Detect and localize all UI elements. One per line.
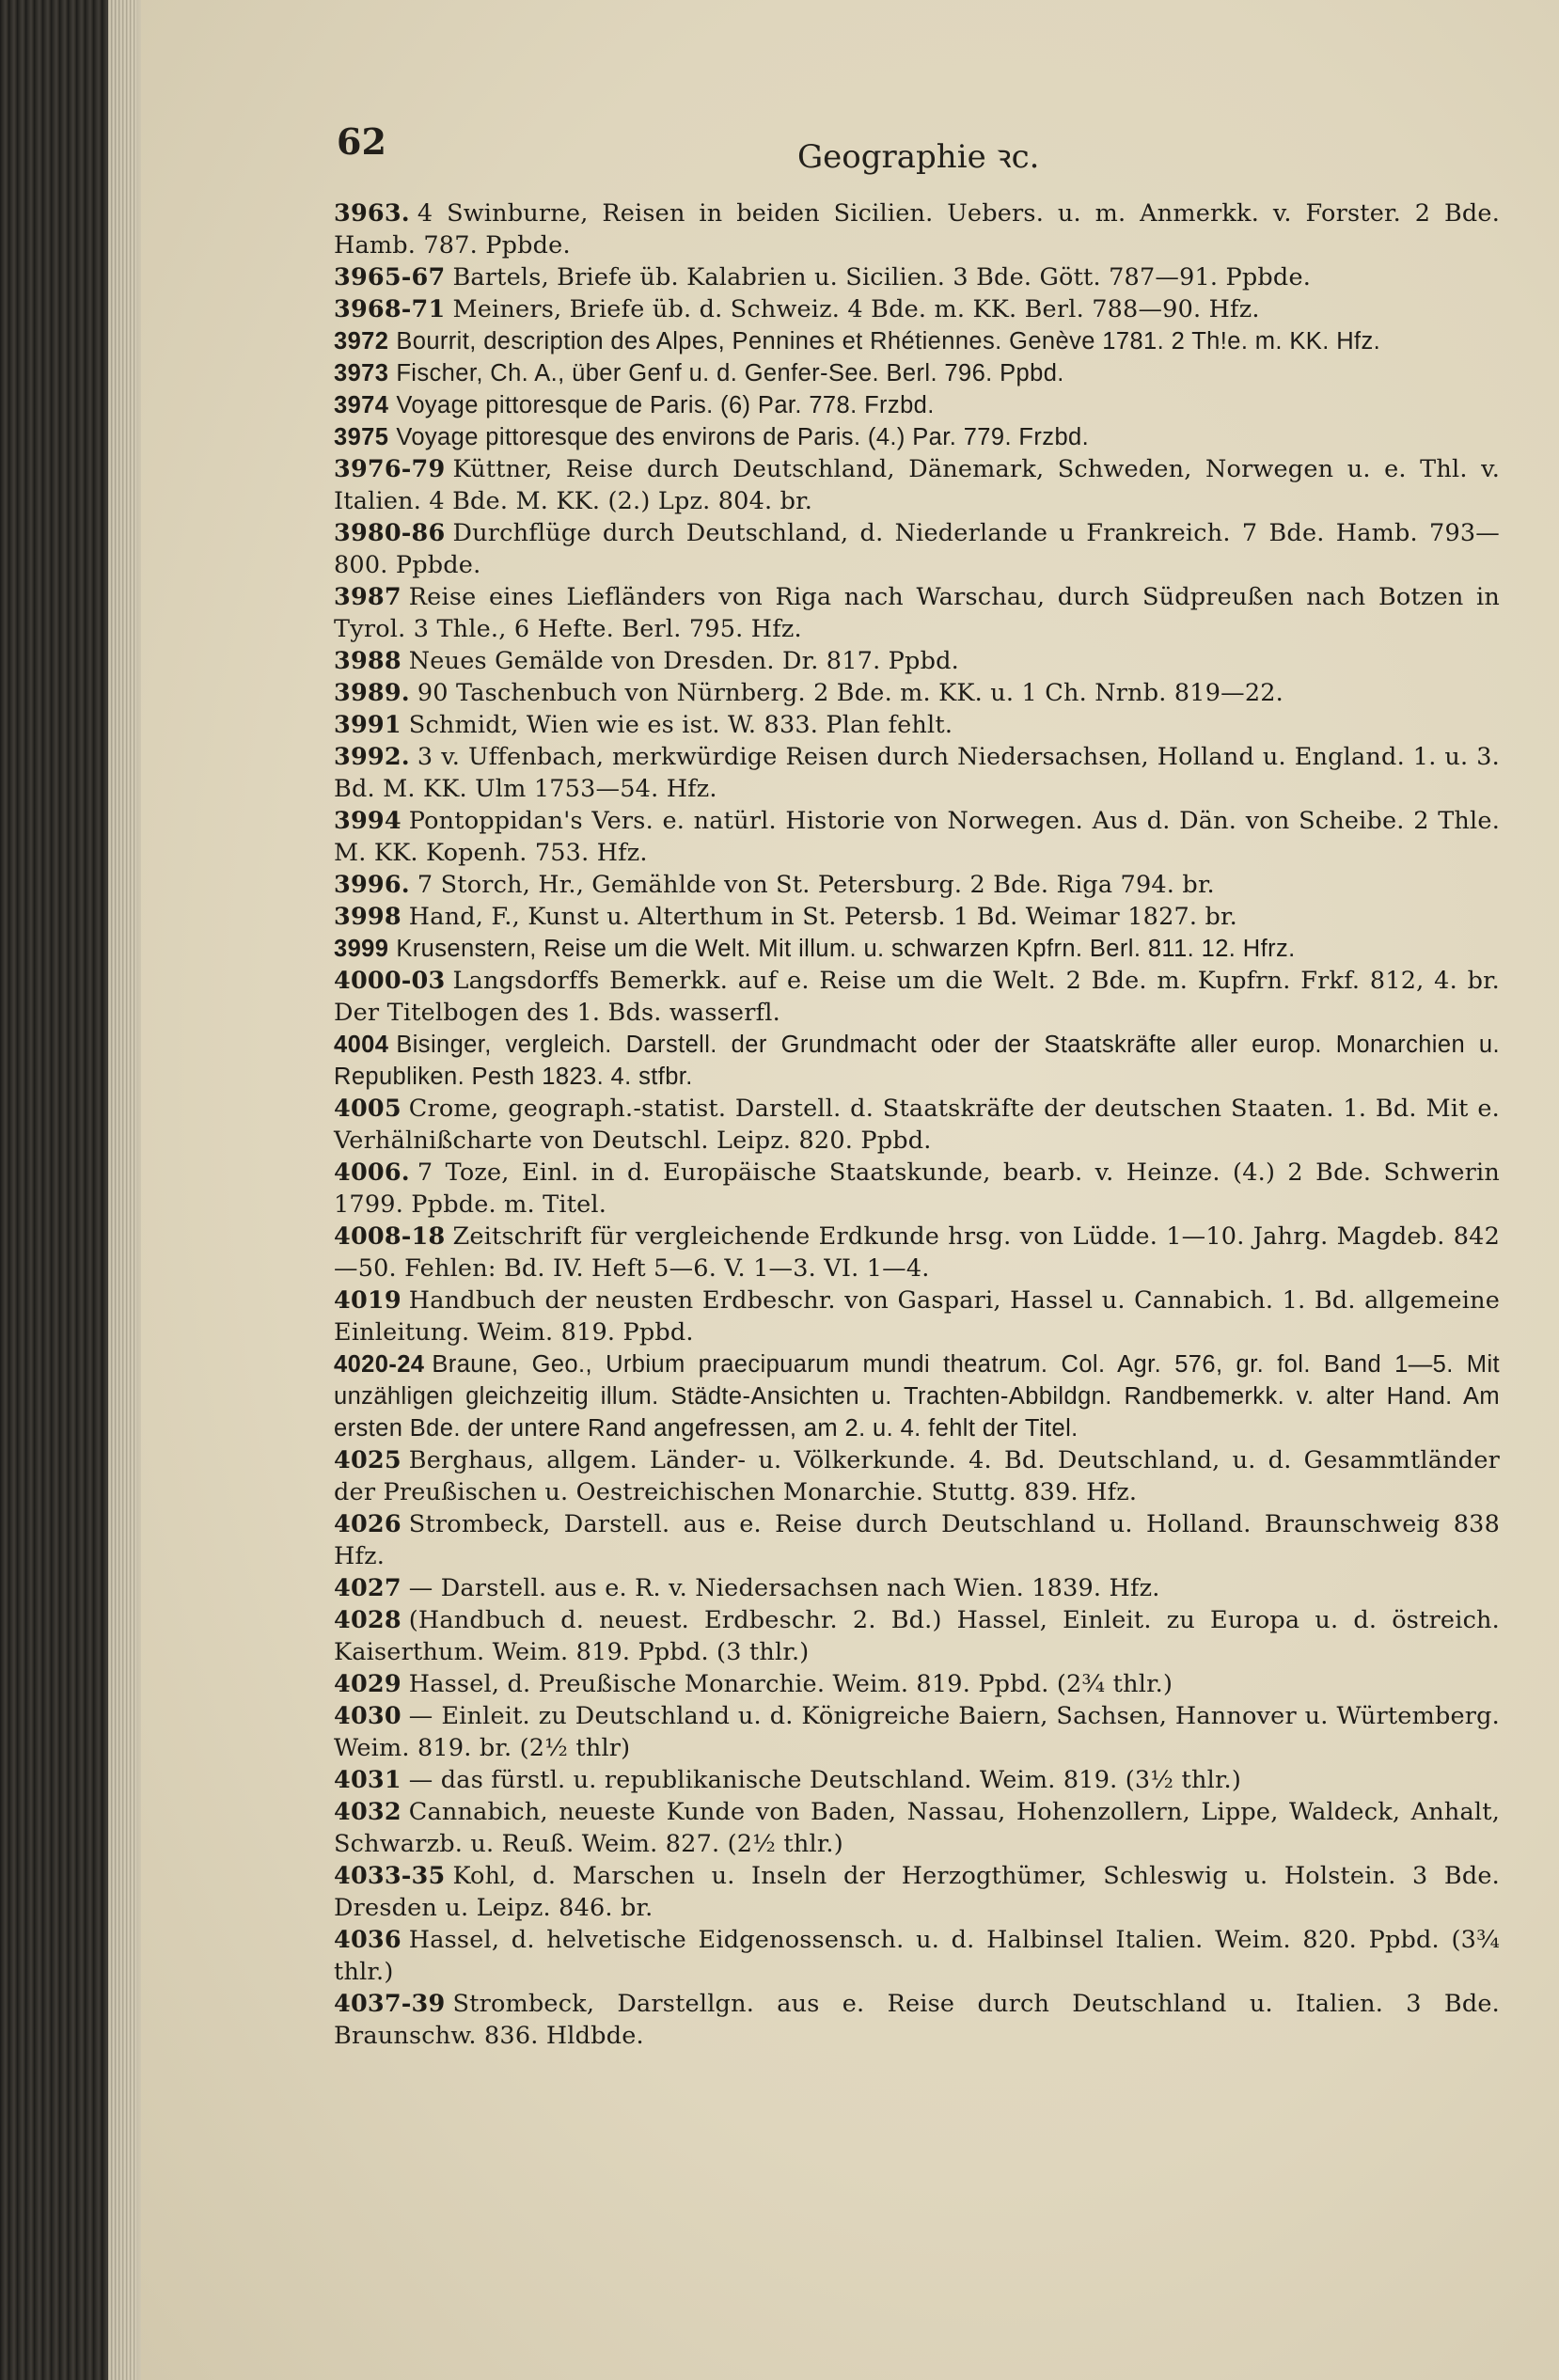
catalogue-entry — [334, 325, 1500, 357]
entry-number: 4025 — [334, 1446, 402, 1474]
entry-text: 7 Toze, Einl. in d. Europäische Staatskunde, bearb. v. Heinze. (4.) 2 Bde. Schwerin 1799. Ppbde. m. Titel. — [334, 1158, 1500, 1219]
book-spine — [0, 0, 108, 2380]
entry-number: 4033-35 — [334, 1862, 446, 1890]
catalogue-entry — [334, 1444, 1500, 1508]
entry-text: Bourrit, description des Alpes, Pennines et Rhétiennes. Genève 1781. 2 Th!e. m. KK. Hfz. — [396, 328, 1381, 355]
catalogue-entry — [334, 1093, 1500, 1157]
entry-text: Berghaus, allgem. Länder- u. Völkerkunde. 4. Bd. Deutschland, u. d. Gesammtländer der Preußischen u. Oestreichischen Monarchie. Stuttg. 839. Hfz. — [334, 1446, 1500, 1506]
entry-number: 4027 — [334, 1574, 402, 1602]
catalogue-entry — [334, 805, 1500, 869]
entry-text: 7 Storch, Hr., Gemählde von St. Petersburg. 2 Bde. Riga 794. br. — [417, 871, 1215, 899]
entry-text: Braune, Geo., Urbium praecipuarum mundi theatrum. Col. Agr. 576, gr. fol. Band 1—5. Mit unzähligen gleichzeitig illum. Städte-Ansichten u. Trachten-Abbildgn. Randbemerkk. v. alter Hand. Am ersten Bde. der untere Rand angefressen, am 2. u. 4. fehlt der Titel. — [334, 1351, 1500, 1442]
entry-text: Schmidt, Wien wie es ist. W. 833. Plan fehlt. — [408, 711, 953, 739]
entry-number: 3968-71 — [334, 295, 446, 323]
catalogue-entry — [334, 389, 1500, 421]
catalogue-entry — [334, 197, 1500, 261]
entry-text: Fischer, Ch. A., über Genf u. d. Genfer-See. Berl. 796. Ppbd. — [396, 360, 1064, 386]
catalogue-entry — [334, 1924, 1500, 1988]
catalogue-entry — [334, 901, 1500, 933]
catalogue-entry — [334, 1029, 1500, 1093]
page-number: 62 — [337, 120, 386, 163]
entry-text: Meiners, Briefe üb. d. Schweiz. 4 Bde. m. KK. Berl. 788—90. Hfz. — [452, 295, 1260, 323]
running-head: Geographie ꝛc. — [797, 138, 1040, 176]
catalogue-entry — [334, 933, 1500, 965]
entry-number: 4028 — [334, 1606, 402, 1634]
entry-text: — Einleit. zu Deutschland u. d. Königreiche Baiern, Sachsen, Hannover u. Würtemberg. Weim. 819. br. (2½ thlr) — [334, 1702, 1500, 1762]
entry-text: Hassel, d. Preußische Monarchie. Weim. 819. Ppbd. (2¾ thlr.) — [408, 1670, 1173, 1698]
entry-text: Cannabich, neueste Kunde von Baden, Nassau, Hohenzollern, Lippe, Waldeck, Anhalt, Schwarzb. u. Reuß. Weim. 827. (2½ thlr.) — [334, 1798, 1500, 1858]
entry-text: Küttner, Reise durch Deutschland, Dänemark, Schweden, Norwegen u. e. Thl. v. Italien. 4 Bde. M. KK. (2.) Lpz. 804. br. — [334, 455, 1500, 515]
entry-number: 3996. — [334, 871, 410, 899]
catalogue-entry — [334, 1572, 1500, 1604]
catalogue-entry — [334, 709, 1500, 741]
entry-text: Hassel, d. helvetische Eidgenossensch. u. d. Halbinsel Italien. Weim. 820. Ppbd. (3¾ thlr.) — [334, 1926, 1500, 1986]
entry-number: 4005 — [334, 1095, 402, 1123]
entry-text: Strombeck, Darstell. aus e. Reise durch Deutschland u. Holland. Braunschweig 838 Hfz. — [334, 1510, 1500, 1570]
entry-number: 4032 — [334, 1798, 402, 1826]
entry-number: 3963. — [334, 199, 410, 228]
catalogue-entry — [334, 421, 1500, 453]
entry-number: 4030 — [334, 1702, 402, 1730]
entry-text: — Darstell. aus e. R. v. Niedersachsen nach Wien. 1839. Hfz. — [408, 1574, 1160, 1602]
catalogue-entry — [334, 453, 1500, 517]
catalogue-entry — [334, 1348, 1500, 1444]
entry-text: Bisinger, vergleich. Darstell. der Grundmacht oder der Staatskräfte aller europ. Monarchien u. Republiken. Pesth 1823. 4. stfbr. — [334, 1032, 1500, 1090]
entry-number: 4029 — [334, 1670, 402, 1698]
entry-number: 3973 — [334, 360, 389, 386]
entry-number: 3965-67 — [334, 263, 446, 292]
entry-number: 4020-24 — [334, 1351, 425, 1378]
catalogue-entry — [334, 1860, 1500, 1924]
entry-number: 4019 — [334, 1286, 402, 1315]
entry-text: Handbuch der neusten Erdbeschr. von Gaspari, Hassel u. Cannabich. 1. Bd. allgemeine Einleitung. Weim. 819. Ppbd. — [334, 1286, 1500, 1347]
entry-text: Langsdorffs Bemerkk. auf e. Reise um die Welt. 2 Bde. m. Kupfrn. Frkf. 812, 4. br. Der Titelbogen des 1. Bds. wasserfl. — [334, 967, 1500, 1027]
catalogue-entry — [334, 1221, 1500, 1285]
entry-text: 90 Taschenbuch von Nürnberg. 2 Bde. m. KK. u. 1 Ch. Nrnb. 819—22. — [417, 679, 1283, 707]
catalogue-entry — [334, 1764, 1500, 1796]
catalogue-entry — [334, 357, 1500, 389]
entry-number: 4026 — [334, 1510, 402, 1538]
entry-text: 3 v. Uffenbach, merkwürdige Reisen durch Niedersachsen, Holland u. England. 1. u. 3. Bd. M. KK. Ulm 1753—54. Hfz. — [334, 743, 1500, 803]
entry-text: Krusenstern, Reise um die Welt. Mit illum. u. schwarzen Kpfrn. Berl. 811. 12. Hfrz. — [396, 936, 1296, 962]
entry-number: 3988 — [334, 647, 402, 675]
entry-text: Pontoppidan's Vers. e. natürl. Historie von Norwegen. Aus d. Dän. von Scheibe. 2 Thle. M. KK. Kopenh. 753. Hfz. — [334, 807, 1500, 867]
entry-number: 3980-86 — [334, 519, 446, 547]
entry-number: 4000-03 — [334, 967, 446, 995]
entry-text: Voyage pittoresque des environs de Paris. (4.) Par. 779. Frzbd. — [396, 424, 1090, 450]
entry-text: Hand, F., Kunst u. Alterthum in St. Petersb. 1 Bd. Weimar 1827. br. — [408, 903, 1237, 931]
entry-number: 3994 — [334, 807, 402, 835]
catalogue-entry — [334, 1157, 1500, 1221]
entry-text: Kohl, d. Marschen u. Inseln der Herzogthümer, Schleswig u. Holstein. 3 Bde. Dresden u. Leipz. 846. br. — [334, 1862, 1500, 1922]
entry-number: 3975 — [334, 424, 389, 450]
catalogue-entry — [334, 1285, 1500, 1348]
entry-number: 3999 — [334, 936, 389, 962]
entry-number: 3974 — [334, 392, 389, 418]
catalogue-entry — [334, 1508, 1500, 1572]
catalogue-entry — [334, 293, 1500, 325]
entry-number: 3972 — [334, 328, 389, 355]
catalogue-entry — [334, 1604, 1500, 1668]
entry-number: 3998 — [334, 903, 402, 931]
entry-number: 4004 — [334, 1032, 389, 1058]
entry-text: Bartels, Briefe üb. Kalabrien u. Sicilien. 3 Bde. Gött. 787—91. Ppbde. — [452, 263, 1312, 292]
entry-number: 4008-18 — [334, 1222, 446, 1251]
entry-text: Voyage pittoresque de Paris. (6) Par. 778. Frzbd. — [396, 392, 935, 418]
entry-text: Strombeck, Darstellgn. aus e. Reise durch Deutschland u. Italien. 3 Bde. Braunschw. 836. Hldbde. — [334, 1990, 1500, 2050]
entry-text: Crome, geograph.-statist. Darstell. d. Staatskräfte der deutschen Staaten. 1. Bd. Mit e. Verhälnißcharte von Deutschl. Leipz. 820. Ppbd. — [334, 1095, 1500, 1155]
catalogue-entry — [334, 741, 1500, 805]
catalogue-entry — [334, 677, 1500, 709]
entry-text: 4 Swinburne, Reisen in beiden Sicilien. Uebers. u. m. Anmerkk. v. Forster. 2 Bde. Hamb. 787. Ppbde. — [334, 199, 1500, 260]
entry-number: 3987 — [334, 583, 402, 611]
page-edges — [108, 0, 136, 2380]
entry-text: Reise eines Liefländers von Riga nach Warschau, durch Südpreußen nach Botzen in Tyrol. 3 Thle., 6 Hefte. Berl. 795. Hfz. — [334, 583, 1500, 643]
catalogue-entry — [334, 1796, 1500, 1860]
entry-number: 3992. — [334, 743, 410, 771]
catalogue-entry — [334, 581, 1500, 645]
entry-text: Neues Gemälde von Dresden. Dr. 817. Ppbd. — [408, 647, 959, 675]
entry-text: (Handbuch d. neuest. Erdbeschr. 2. Bd.) Hassel, Einleit. zu Europa u. d. östreich. Kaiserthum. Weim. 819. Ppbd. (3 thlr.) — [334, 1606, 1500, 1666]
entry-number: 4006. — [334, 1158, 410, 1187]
entry-number: 4036 — [334, 1926, 402, 1954]
entry-number: 3989. — [334, 679, 410, 707]
catalogue-entry — [334, 261, 1500, 293]
entry-text: Zeitschrift für vergleichende Erdkunde hrsg. von Lüdde. 1—10. Jahrg. Magdeb. 842—50. Fehlen: Bd. IV. Heft 5—6. V. 1—3. VI. 1—4. — [334, 1222, 1500, 1283]
catalogue-entry — [334, 645, 1500, 677]
entry-number: 4031 — [334, 1766, 402, 1794]
entry-number: 4037-39 — [334, 1990, 446, 2018]
catalogue-entry — [334, 965, 1500, 1029]
entry-number: 3976-79 — [334, 455, 446, 483]
entry-number: 3991 — [334, 711, 402, 739]
catalogue-entries — [334, 197, 1500, 2052]
catalogue-entry — [334, 1668, 1500, 1700]
catalogue-entry — [334, 869, 1500, 901]
catalogue-entry — [334, 1988, 1500, 2052]
entry-text: Durchflüge durch Deutschland, d. Niederlande u Frankreich. 7 Bde. Hamb. 793—800. Ppbde. — [334, 519, 1500, 579]
catalogue-entry — [334, 1700, 1500, 1764]
entry-text: — das fürstl. u. republikanische Deutschland. Weim. 819. (3½ thlr.) — [408, 1766, 1241, 1794]
catalogue-entry — [334, 517, 1500, 581]
